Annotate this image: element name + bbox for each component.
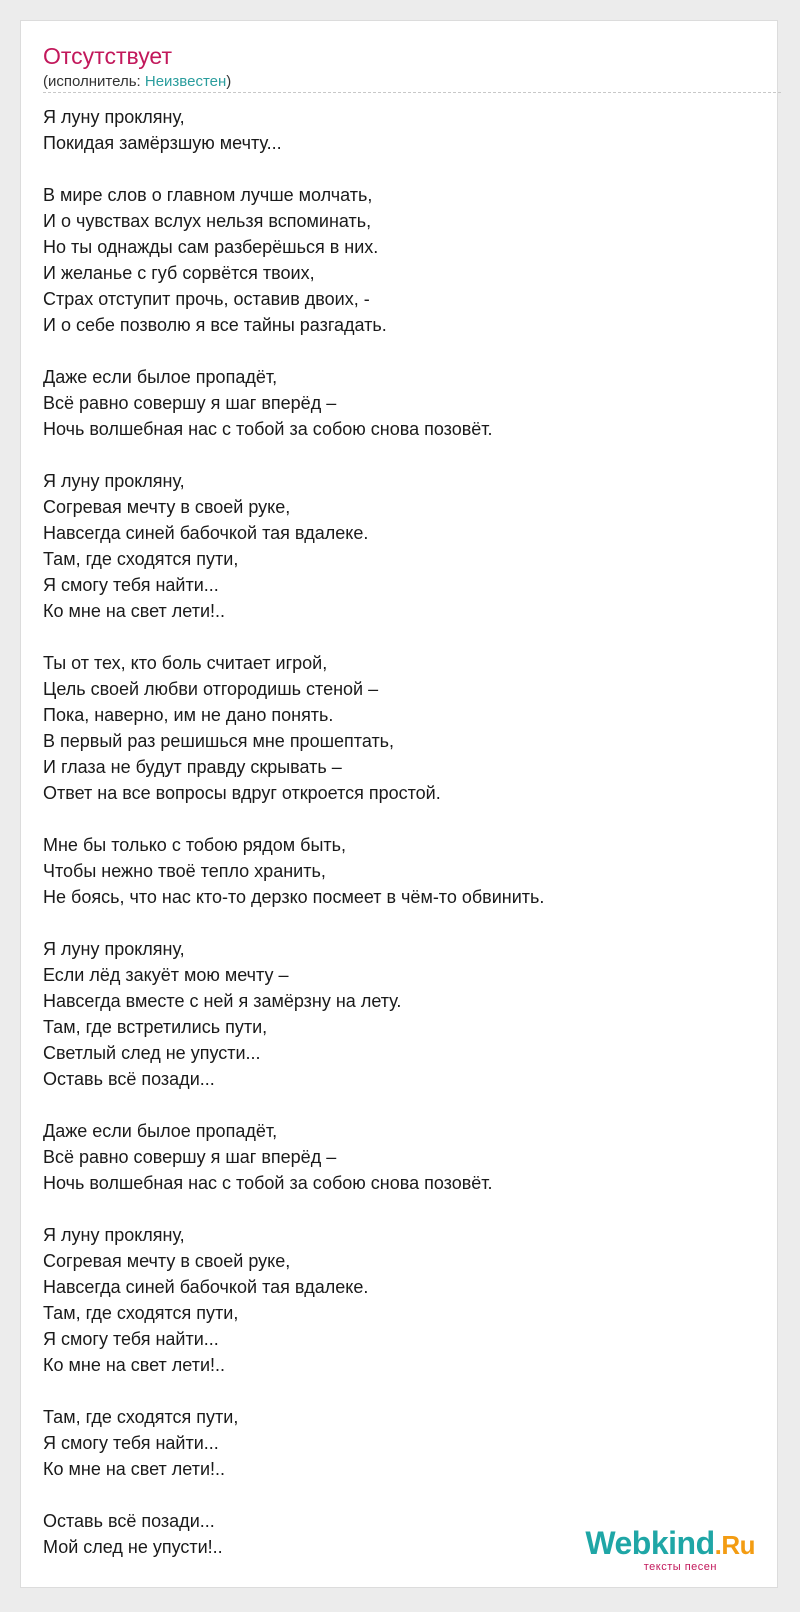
lyrics-text bbox=[43, 104, 544, 1586]
lyrics-stanza bbox=[43, 1118, 544, 1196]
lyric-line: Я луну прокляну, bbox=[43, 107, 185, 127]
artist-suffix: ) bbox=[226, 73, 232, 90]
lyrics-stanza bbox=[43, 1222, 544, 1378]
lyrics-stanza bbox=[43, 1508, 544, 1560]
lyric-line: Мне бы только с тобою рядом быть, bbox=[43, 835, 347, 855]
lyric-line: Я луну прокляну, bbox=[43, 1225, 185, 1245]
lyric-line: В мире слов о главном лучше молчать, bbox=[43, 185, 373, 205]
lyrics-stanza bbox=[43, 364, 544, 442]
song-title: Отсутствует bbox=[43, 43, 172, 69]
lyrics-stanza bbox=[43, 936, 544, 1092]
lyric-line: Всё равно совершу я шаг вперёд – bbox=[43, 1147, 337, 1167]
lyric-line: Я смогу тебя найти... bbox=[43, 1433, 219, 1453]
lyric-line: Цель своей любви отгородишь стеной – bbox=[43, 679, 379, 699]
lyric-line: Ночь волшебная нас с тобой за собою снова позовёт. bbox=[43, 1173, 493, 1193]
lyric-line: Страх отступит прочь, оставив двоих, - bbox=[43, 289, 370, 309]
lyrics-stanza bbox=[43, 468, 544, 624]
lyric-line: Ночь волшебная нас с тобой за собою снова позовёт. bbox=[43, 419, 493, 439]
artist-line bbox=[43, 73, 231, 90]
lyric-line: Я луну прокляну, bbox=[43, 471, 185, 491]
lyric-line: Навсегда синей бабочкой тая вдалеке. bbox=[43, 523, 369, 543]
lyric-line: И желанье с губ сорвётся твоих, bbox=[43, 263, 315, 283]
lyric-line: Оставь всё позади... bbox=[43, 1511, 215, 1531]
lyric-line: И о чувствах вслух нельзя вспоминать, bbox=[43, 211, 372, 231]
lyric-line: Ко мне на свет лети!.. bbox=[43, 601, 226, 621]
artist-prefix: (исполнитель: bbox=[43, 73, 145, 90]
lyric-line: Согревая мечту в своей руке, bbox=[43, 497, 291, 517]
lyric-line: И глаза не будут правду скрывать – bbox=[43, 757, 342, 777]
lyric-line: Ко мне на свет лети!.. bbox=[43, 1459, 226, 1479]
artist-link[interactable]: Неизвестен bbox=[144, 73, 227, 90]
lyric-line: Чтобы нежно твоё тепло хранить, bbox=[43, 861, 326, 881]
lyrics-stanza bbox=[43, 104, 544, 156]
header-divider bbox=[43, 92, 781, 93]
lyric-line: Навсегда синей бабочкой тая вдалеке. bbox=[43, 1277, 369, 1297]
lyrics-stanza bbox=[43, 832, 544, 910]
lyric-line: Ты от тех, кто боль считает игрой, bbox=[43, 653, 328, 673]
lyric-line: Пока, наверно, им не дано понять. bbox=[43, 705, 334, 725]
lyric-line: Согревая мечту в своей руке, bbox=[43, 1251, 291, 1271]
lyric-line: Мой след не упусти!.. bbox=[43, 1537, 223, 1557]
lyric-line: Если лёд закуёт мою мечту – bbox=[43, 965, 289, 985]
lyric-line: Я смогу тебя найти... bbox=[43, 1329, 219, 1349]
lyric-line: Навсегда вместе с ней я замёрзну на лету. bbox=[43, 991, 402, 1011]
logo-tagline: тексты песен bbox=[643, 1561, 717, 1573]
lyric-line: Ко мне на свет лети!.. bbox=[43, 1355, 226, 1375]
lyrics-stanza bbox=[43, 1404, 544, 1482]
lyric-line: Даже если былое пропадёт, bbox=[43, 1121, 278, 1141]
lyrics-card bbox=[20, 20, 778, 1588]
lyric-line: Покидая замёрзшую мечту... bbox=[43, 133, 282, 153]
lyrics-stanza bbox=[43, 182, 544, 338]
lyric-line: Там, где встретились пути, bbox=[43, 1017, 268, 1037]
site-logo[interactable] bbox=[585, 1527, 755, 1573]
lyric-line: Я луну прокляну, bbox=[43, 939, 185, 959]
lyric-line: Светлый след не упусти... bbox=[43, 1043, 261, 1063]
lyric-line: Там, где сходятся пути, bbox=[43, 1407, 239, 1427]
lyric-line: Не боясь, что нас кто-то дерзко посмеет в чём-то обвинить. bbox=[43, 887, 545, 907]
lyric-line: Оставь всё позади... bbox=[43, 1069, 215, 1089]
lyrics-stanza bbox=[43, 650, 544, 806]
lyric-line: Ответ на все вопросы вдруг откроется простой. bbox=[43, 783, 441, 803]
lyric-line: В первый раз решишься мне прошептать, bbox=[43, 731, 395, 751]
lyric-line: Там, где сходятся пути, bbox=[43, 549, 239, 569]
lyric-line: Я смогу тебя найти... bbox=[43, 575, 219, 595]
lyric-line: Там, где сходятся пути, bbox=[43, 1303, 239, 1323]
lyric-line: Всё равно совершу я шаг вперёд – bbox=[43, 393, 337, 413]
lyric-line: Даже если былое пропадёт, bbox=[43, 367, 278, 387]
lyric-line: Но ты однажды сам разберёшься в них. bbox=[43, 237, 379, 257]
logo-tld: .Ru bbox=[714, 1530, 755, 1560]
logo-wordmark: Webkind bbox=[585, 1525, 715, 1561]
lyric-line: И о себе позволю я все тайны разгадать. bbox=[43, 315, 387, 335]
